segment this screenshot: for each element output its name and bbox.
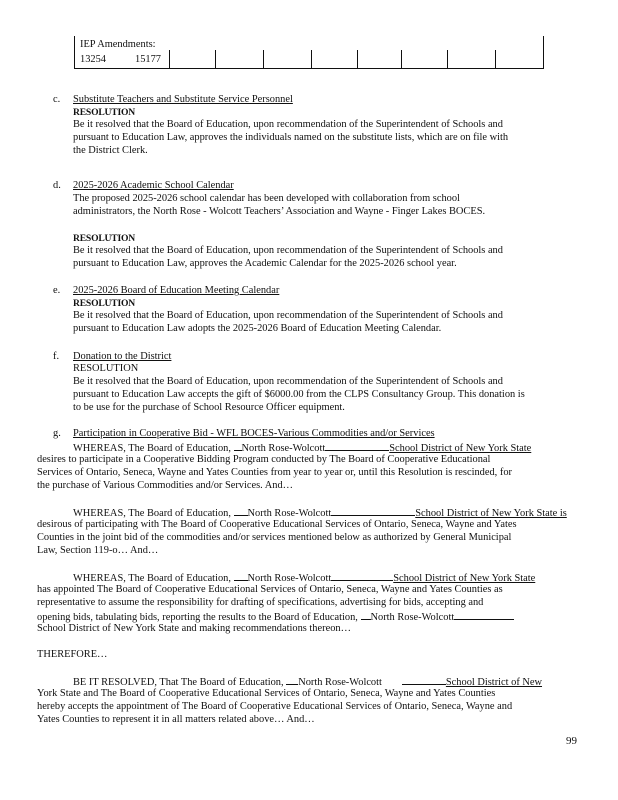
resolution-label: RESOLUTION <box>73 233 135 244</box>
table-cell: 13254 <box>80 54 106 65</box>
body-line: the purchase of Various Commodities and/or Services. And… <box>37 480 294 491</box>
body-line: School District of New York State and making recommendations thereon… <box>37 623 351 634</box>
page-number: 99 <box>566 735 577 747</box>
blank-line <box>331 570 393 581</box>
whereas-tail: School District of New York State is <box>415 508 567 519</box>
body-line: Be it resolved that the Board of Education, upon recommendation of the Superintendent of Schools and <box>73 119 503 130</box>
table-divider <box>447 50 448 68</box>
body-line: pursuant to Education Law adopts the 2025-2026 Board of Education Meeting Calendar. <box>73 323 442 334</box>
district-name: North Rose-Wolcott <box>241 443 326 454</box>
district-name: North Rose-Wolcott <box>247 508 332 519</box>
blank-line <box>234 570 248 581</box>
body-line: The proposed 2025-2026 school calendar has been developed with collaboration from school <box>73 193 460 204</box>
whereas-lead: WHEREAS, The Board of Education, <box>73 573 234 584</box>
blank-line <box>402 674 446 685</box>
whereas-tail: School District of New York State <box>393 573 536 584</box>
table-divider <box>311 50 312 68</box>
body-line: hereby accepts the appointment of The Board of Cooperative Educational Services of Ontario, Seneca, Wayne and <box>37 701 513 712</box>
table-header: IEP Amendments: <box>80 39 156 50</box>
section-title: Donation to the District <box>73 351 172 362</box>
section-marker: c. <box>53 94 61 105</box>
body-line: Be it resolved that the Board of Education, upon recommendation of the Superintendent of Schools and <box>73 376 503 387</box>
blank-line <box>234 440 242 451</box>
iep-amendments-table <box>74 36 544 69</box>
blank-line <box>331 505 415 516</box>
section-title: Participation in Cooperative Bid - WFL BOCES-Various Commodities and/or Services <box>73 428 435 439</box>
body-line: pursuant to Education Law accepts the gift of $6000.00 from the CLPS Consultancy Group. This donation is <box>73 389 525 400</box>
resolution-label: RESOLUTION <box>73 363 139 374</box>
body-line: administrators, the North Rose - Wolcott Teachers’ Association and Wayne - Finger Lakes BOCES. <box>73 206 486 217</box>
table-divider <box>263 50 264 68</box>
section-marker: g. <box>53 428 61 439</box>
body-text: opening bids, tabulating bids, reporting the results to the Board of Education, <box>37 612 361 623</box>
body-line: Be it resolved that the Board of Education, upon recommendation of the Superintendent of Schools and <box>73 245 503 256</box>
table-cell: 15177 <box>135 54 161 65</box>
blank-line <box>286 674 298 685</box>
body-line: Yates Counties to represent it in all matters related above… And… <box>37 714 315 725</box>
whereas-lead: WHEREAS, The Board of Education, <box>73 443 234 454</box>
resolved-lead: BE IT RESOLVED, That The Board of Education, <box>73 677 287 688</box>
body-line: pursuant to Education Law, approves the individuals named on the substitute lists, which are on file with <box>73 132 509 143</box>
whereas-lead: WHEREAS, The Board of Education, <box>73 508 234 519</box>
body-line: has appointed The Board of Cooperative Educational Services of Ontario, Seneca, Wayne and Yates Counties as <box>37 584 503 595</box>
resolution-label: RESOLUTION <box>73 107 135 118</box>
body-line: Services of Ontario, Seneca, Wayne and Yates Counties from year to year or, until this Resolution is rescinded, for <box>37 467 512 478</box>
district-name: North Rose-Wolcott <box>370 612 455 623</box>
resolution-label: RESOLUTION <box>73 298 135 309</box>
section-marker: f. <box>53 351 60 362</box>
body-line: to be use for the purchase of School Resource Officer equipment. <box>73 402 345 413</box>
section-title: 2025-2026 Academic School Calendar <box>73 180 234 191</box>
body-line: York State and The Board of Cooperative Educational Services of Ontario, Seneca, Wayne and Yates Counties <box>37 688 496 699</box>
table-divider <box>215 50 216 68</box>
blank-line <box>325 440 389 451</box>
therefore-label: THEREFORE… <box>37 649 108 660</box>
resolved-tail: School District of New <box>445 677 543 688</box>
blank-line <box>454 609 514 620</box>
section-title: 2025-2026 Board of Education Meeting Calendar <box>73 285 280 296</box>
table-divider <box>401 50 402 68</box>
body-line: desires to participate in a Cooperative Bidding Program conducted by The Board of Cooperative Educational <box>37 454 491 465</box>
body-line: desirous of participating with The Board of Cooperative Educational Services of Ontario, Seneca, Wayne and Yates <box>37 519 517 530</box>
body-line: representative to assume the responsibility for drafting of specifications, advertising for bids, accepting and <box>37 597 484 608</box>
section-marker: d. <box>53 180 61 191</box>
table-divider <box>357 50 358 68</box>
body-line: Law, Section 119-o… And… <box>37 545 159 556</box>
blank-line <box>361 609 371 620</box>
body-line: Be it resolved that the Board of Education, upon recommendation of the Superintendent of Schools and <box>73 310 503 321</box>
section-title: Substitute Teachers and Substitute Service Personnel <box>73 94 293 105</box>
table-divider <box>495 50 496 68</box>
section-marker: e. <box>53 285 61 296</box>
body-line: the District Clerk. <box>73 145 148 156</box>
body-line: pursuant to Education Law, approves the Academic Calendar for the 2025-2026 school year. <box>73 258 457 269</box>
blank-line <box>234 505 248 516</box>
district-name: North Rose-Wolcott <box>298 677 382 688</box>
table-divider <box>169 50 170 68</box>
district-name: North Rose-Wolcott <box>247 573 332 584</box>
whereas-tail: School District of New York State <box>389 443 532 454</box>
body-line: Counties in the joint bid of the commodities and/or services mentioned below as authorized by General Municipal <box>37 532 512 543</box>
